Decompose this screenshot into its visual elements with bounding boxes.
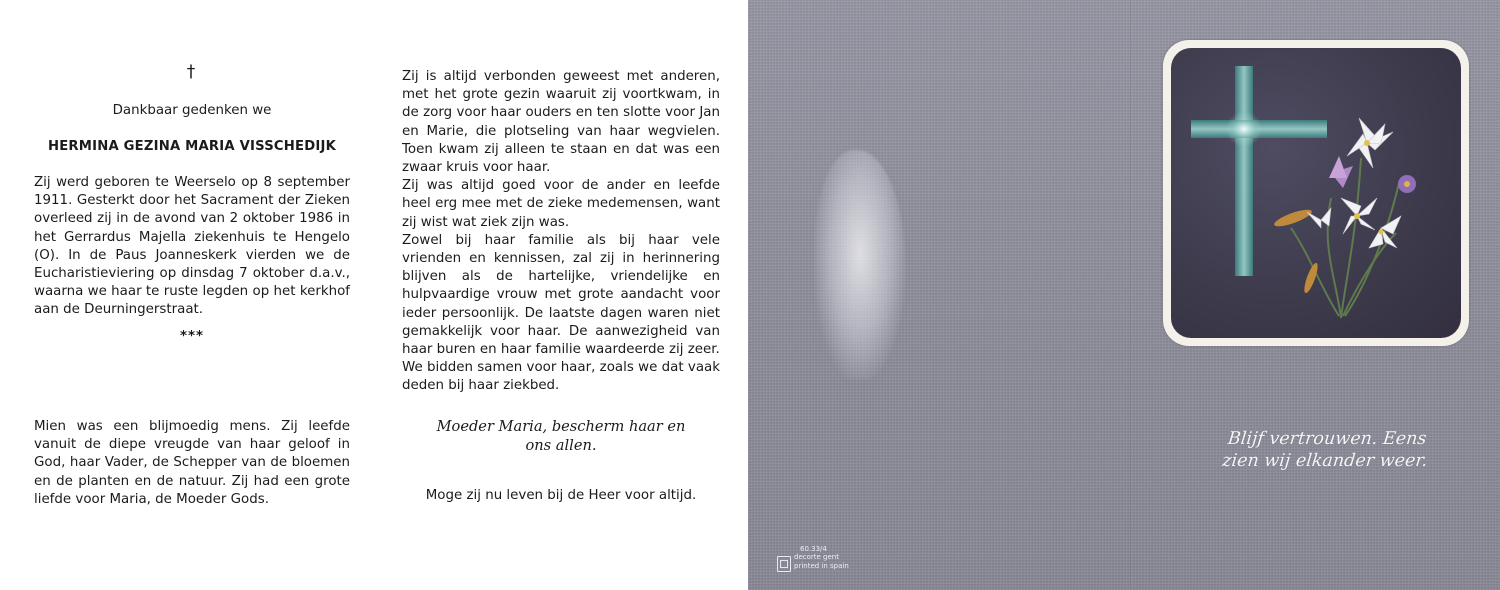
cover-illustration-frame	[1163, 40, 1469, 346]
prayer	[402, 417, 720, 455]
imprint-publisher: decorte gent	[794, 553, 839, 562]
paper-wear-mark	[814, 150, 906, 380]
prayer-line-1: Moeder Maria, bescherm haar en	[436, 418, 686, 435]
cross-and-lilies-illustration	[1171, 48, 1461, 338]
tribute-text	[402, 68, 720, 396]
wheat-ears	[1272, 206, 1320, 294]
imprint-printed: printed in spain	[794, 561, 849, 570]
verse-line-2: zien wij elkander weer.	[1221, 451, 1429, 471]
prayer-line-2: ons allen.	[525, 437, 597, 454]
character-paragraph: Mien was een blijmoedig mens. Zij leefde vanuit de diepe vreugde van haar geloof in God, haar Vader, de Schepper van de bloemen en de planten en de natuur. Zij had een grote liefde voor Maria, de Moeder Gods.	[34, 419, 350, 507]
tribute-paragraph-3: Zowel bij haar familie als bij haar vele vrienden en kennissen, zal zij in herinnering blijven als de hartelijke, vriendelijke en hulpvaardige vrouw met grote aandacht voor ieder persoonlijk. De laatste dagen waren niet gemakkelijk voor haar. De aanwezigheid van haar buren en haar familie waardeerde zij zeer.	[402, 232, 720, 358]
separator: ***	[179, 329, 204, 344]
intro-text: Dankbaar gedenken we	[112, 103, 272, 118]
tribute-paragraph-2: Zij was altijd goed voor de ander en leefde heel erg mee met de zieke medemensen, want zij wist wat ziek zijn was.	[402, 178, 720, 230]
closing-line: Moge zij nu leven bij de Heer voor altijd.	[425, 488, 697, 503]
cover-verse	[1194, 428, 1459, 472]
biography-paragraph: Zij werd geboren te Weerselo op 8 september 1911. Gesterkt door het Sacrament der Zieken overleed zij in de avond van 2 oktober 1986 in het Gerrardus Majella ziekenhuis te Hengelo (O). In de Paus Joanneskerk vierden we de Eucharistieviering op dinsdag 7 oktober d.a.v., waarna we haar te ruste legden op het kerkhof aan de Deurningerstraat.	[34, 175, 350, 318]
printer-imprint	[794, 545, 849, 570]
tribute-paragraph-1: Zij is altijd verbonden geweest met anderen, met het grote gezin waaruit zij voortkwam, in de zorg voor haar ouders en ten slotte voor Jan en Marie, die plotseling van haar wegvielen. Toen kwam zij alleen te staan en dat was een zwaar kruis voor haar.	[402, 69, 720, 176]
cover-illustration	[1171, 48, 1461, 338]
purple-lily	[1329, 156, 1353, 188]
deceased-name: HERMINA GEZINA MARIA VISSCHEDIJK	[47, 139, 336, 154]
small-violet-flower	[1398, 175, 1416, 193]
card-inner-pages	[0, 0, 748, 590]
tribute-paragraph-4: We bidden samen voor haar, zoals we dat vaak deden bij haar ziekbed.	[402, 360, 720, 394]
cross-illustration	[1191, 66, 1327, 276]
imprint-code: 60.33/4	[800, 545, 827, 553]
verse-line-1: Blijf vertrouwen. Eens	[1226, 429, 1428, 449]
card-cover	[748, 0, 1500, 590]
publisher-logo-icon	[777, 556, 791, 572]
fold-line	[1130, 0, 1132, 590]
cross-icon: †	[186, 62, 196, 82]
